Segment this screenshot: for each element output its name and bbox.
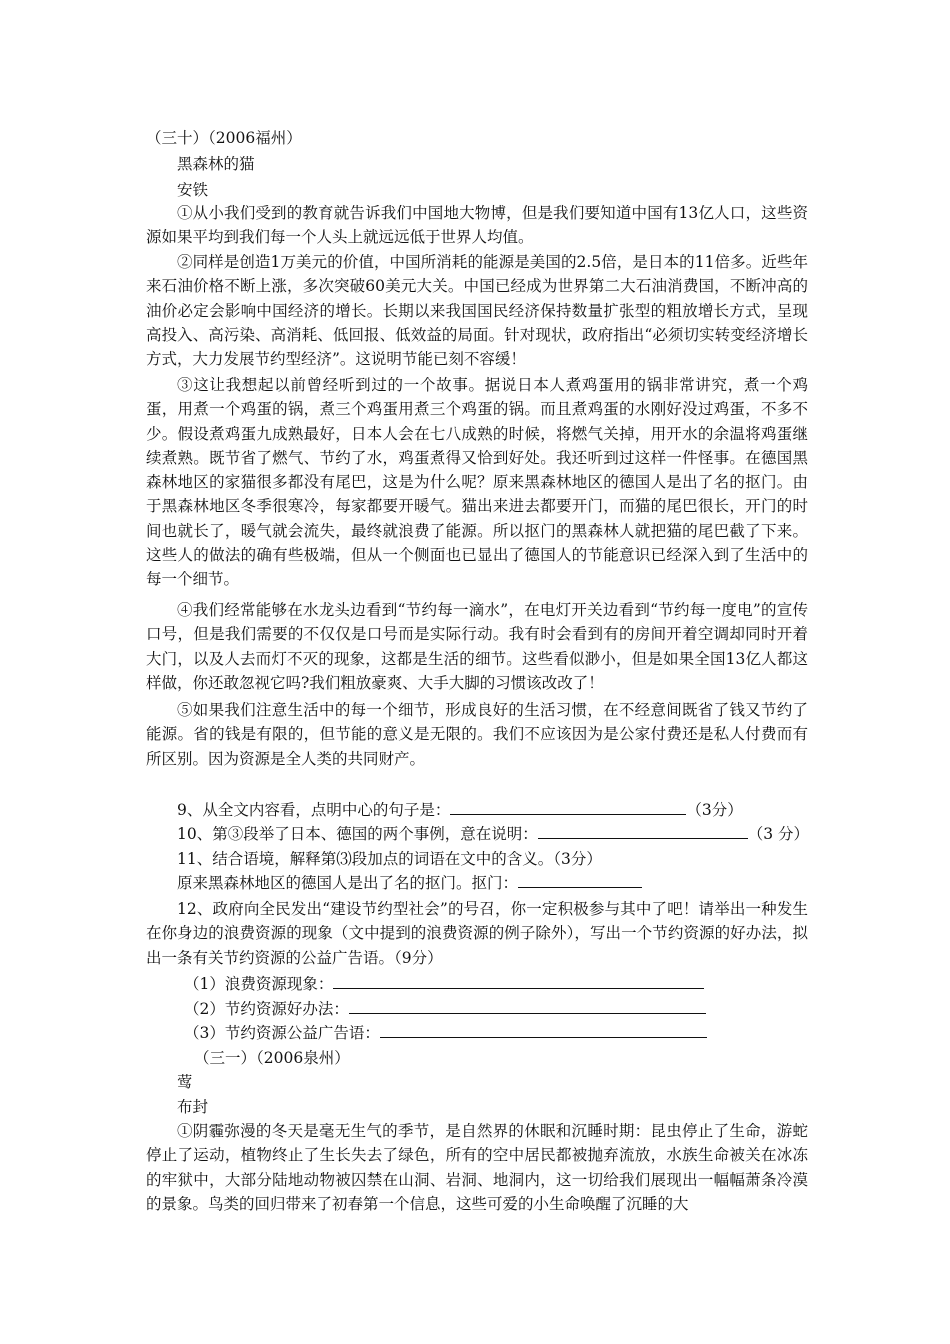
question-10 [177, 824, 809, 844]
answer-blank-12-1[interactable] [333, 974, 704, 989]
question-10-text: 10、第③段举了日本、德国的两个事例，意在说明： [177, 825, 538, 843]
answer-blank-9[interactable] [450, 800, 686, 815]
question-12-item-2 [184, 999, 706, 1019]
question-12: 12、政府向全民发出“建设节约型社会”的号召，你一定积极参与其中了吧！请举出一种发生在你身边的浪费资源的现象（文中提到的浪费资源的例子除外），写出一个节约资源的好办法，拟出一条有关节约资源的公益广告语。（9分） [146, 900, 808, 967]
article-author: 安铁 [177, 181, 209, 199]
section-2-paragraph-1: ①阴霾弥漫的冬天是毫无生气的季节，是自然界的休眠和沉睡时期：昆虫停止了生命，游蛇停止了运动，植物终止了生长失去了绿色，所有的空中居民都被抛弃流放，水族生命被关在冰冻的牢狱中，大部分陆地动物被囚禁在山洞、岩洞、地洞内，这一切给我们展现出一幅幅萧条冷漠的景象。鸟类的回归带来了初春第一个信息，这些可爱的小生命唤醒了沉睡的大 [146, 1122, 808, 1213]
paragraph-2: ②同样是创造1万美元的价值，中国所消耗的能源是美国的2.5倍，是日本的11倍多。近些年来石油价格不断上涨，多次突破60美元大关。中国已经成为世界第二大石油消费国，不断冲高的油价必定会影响中国经济的增长。长期以来我国国民经济保持数量扩张型的粗放增长方式，呈现高投入、高污染、高消耗、低回报、低效益的局面。针对现状，政府指出“必须切实转变经济增长方式，大力发展节约型经济”。这说明节能已刻不容缓！ [146, 253, 808, 369]
question-12-item-3 [184, 1023, 707, 1043]
answer-blank-12-3[interactable] [380, 1023, 707, 1038]
section-header: （三十）（2006福州） [146, 129, 302, 147]
question-12-item-1-label: （1）浪费资源现象： [184, 975, 334, 993]
question-12-item-1 [184, 974, 704, 994]
question-9-score: （3分） [686, 801, 743, 819]
question-11-sub-text: 原来黑森林地区的德国人是出了名的抠门。抠门： [177, 874, 519, 892]
paragraph-1: ①从小我们受到的教育就告诉我们中国地大物博，但是我们要知道中国有13亿人口，这些资源如果平均到我们每一个人头上就远远低于世界人均值。 [146, 204, 808, 247]
section-2-header: （三一）（2006泉州） [194, 1049, 350, 1067]
paragraph-4: ④我们经常能够在水龙头边看到“节约每一滴水”，在电灯开关边看到“节约每一度电”的宣传口号，但是我们需要的不仅仅是口号而是实际行动。我有时会看到有的房间开着空调却同时开着大门，以及人去而灯不灭的现象，这都是生活的细节。这些看似渺小，但是如果全国13亿人都这样做，你还敢忽视它吗?我们粗放豪爽、大手大脚的习惯该改改了！ [146, 601, 808, 692]
question-12-item-3-label: （3）节约资源公益广告语： [184, 1024, 380, 1042]
section-2-author: 布封 [177, 1098, 209, 1116]
section-2-title: 莺 [177, 1073, 193, 1091]
paragraph-5: ⑤如果我们注意生活中的每一个细节，形成良好的生活习惯，在不经意间既省了钱又节约了能源。省的钱是有限的，但节能的意义是无限的。我们不应该因为是公家付费还是私人付费而有所区别。因为资源是全人类的共同财产。 [146, 701, 808, 768]
question-9-text: 9、从全文内容看，点明中心的句子是： [177, 801, 451, 819]
question-10-score: （3 分） [747, 825, 810, 843]
answer-blank-11[interactable] [518, 873, 642, 888]
answer-blank-10[interactable] [538, 824, 748, 839]
paragraph-3: ③这让我想起以前曾经听到过的一个故事。据说日本人煮鸡蛋用的锅非常讲究，煮一个鸡蛋，用煮一个鸡蛋的锅，煮三个鸡蛋用煮三个鸡蛋的锅。而且煮鸡蛋的水刚好没过鸡蛋，不多不少。假设煮鸡蛋九成熟最好，日本人会在七八成熟的时候，将燃气关掉，用开水的余温将鸡蛋继续煮熟。既节省了燃气、节约了水，鸡蛋煮得又恰到好处。我还听到过这样一件怪事。在德国黑森林地区的家猫很多都没有尾巴，这是为什么呢？原来黑森林地区的德国人是出了名的抠门。由于黑森林地区冬季很寒冷，每家都要开暖气。猫出来进去都要开门，而猫的尾巴很长，开门的时间也就长了，暖气就会流失，最终就浪费了能源。所以抠门的黑森林人就把猫的尾巴截了下来。这些人的做法的确有些极端，但从一个侧面也已显出了德国人的节能意识已经深入到了生活中的每一个细节。 [146, 376, 808, 589]
answer-blank-12-2[interactable] [349, 999, 706, 1014]
question-11: 11、结合语境，解释第⑶段加点的词语在文中的含义。（3分） [177, 850, 602, 868]
article-title: 黑森林的猫 [177, 155, 255, 173]
question-12-item-2-label: （2）节约资源好办法： [184, 1000, 349, 1018]
question-11-sub [177, 873, 642, 893]
question-9 [177, 800, 743, 820]
